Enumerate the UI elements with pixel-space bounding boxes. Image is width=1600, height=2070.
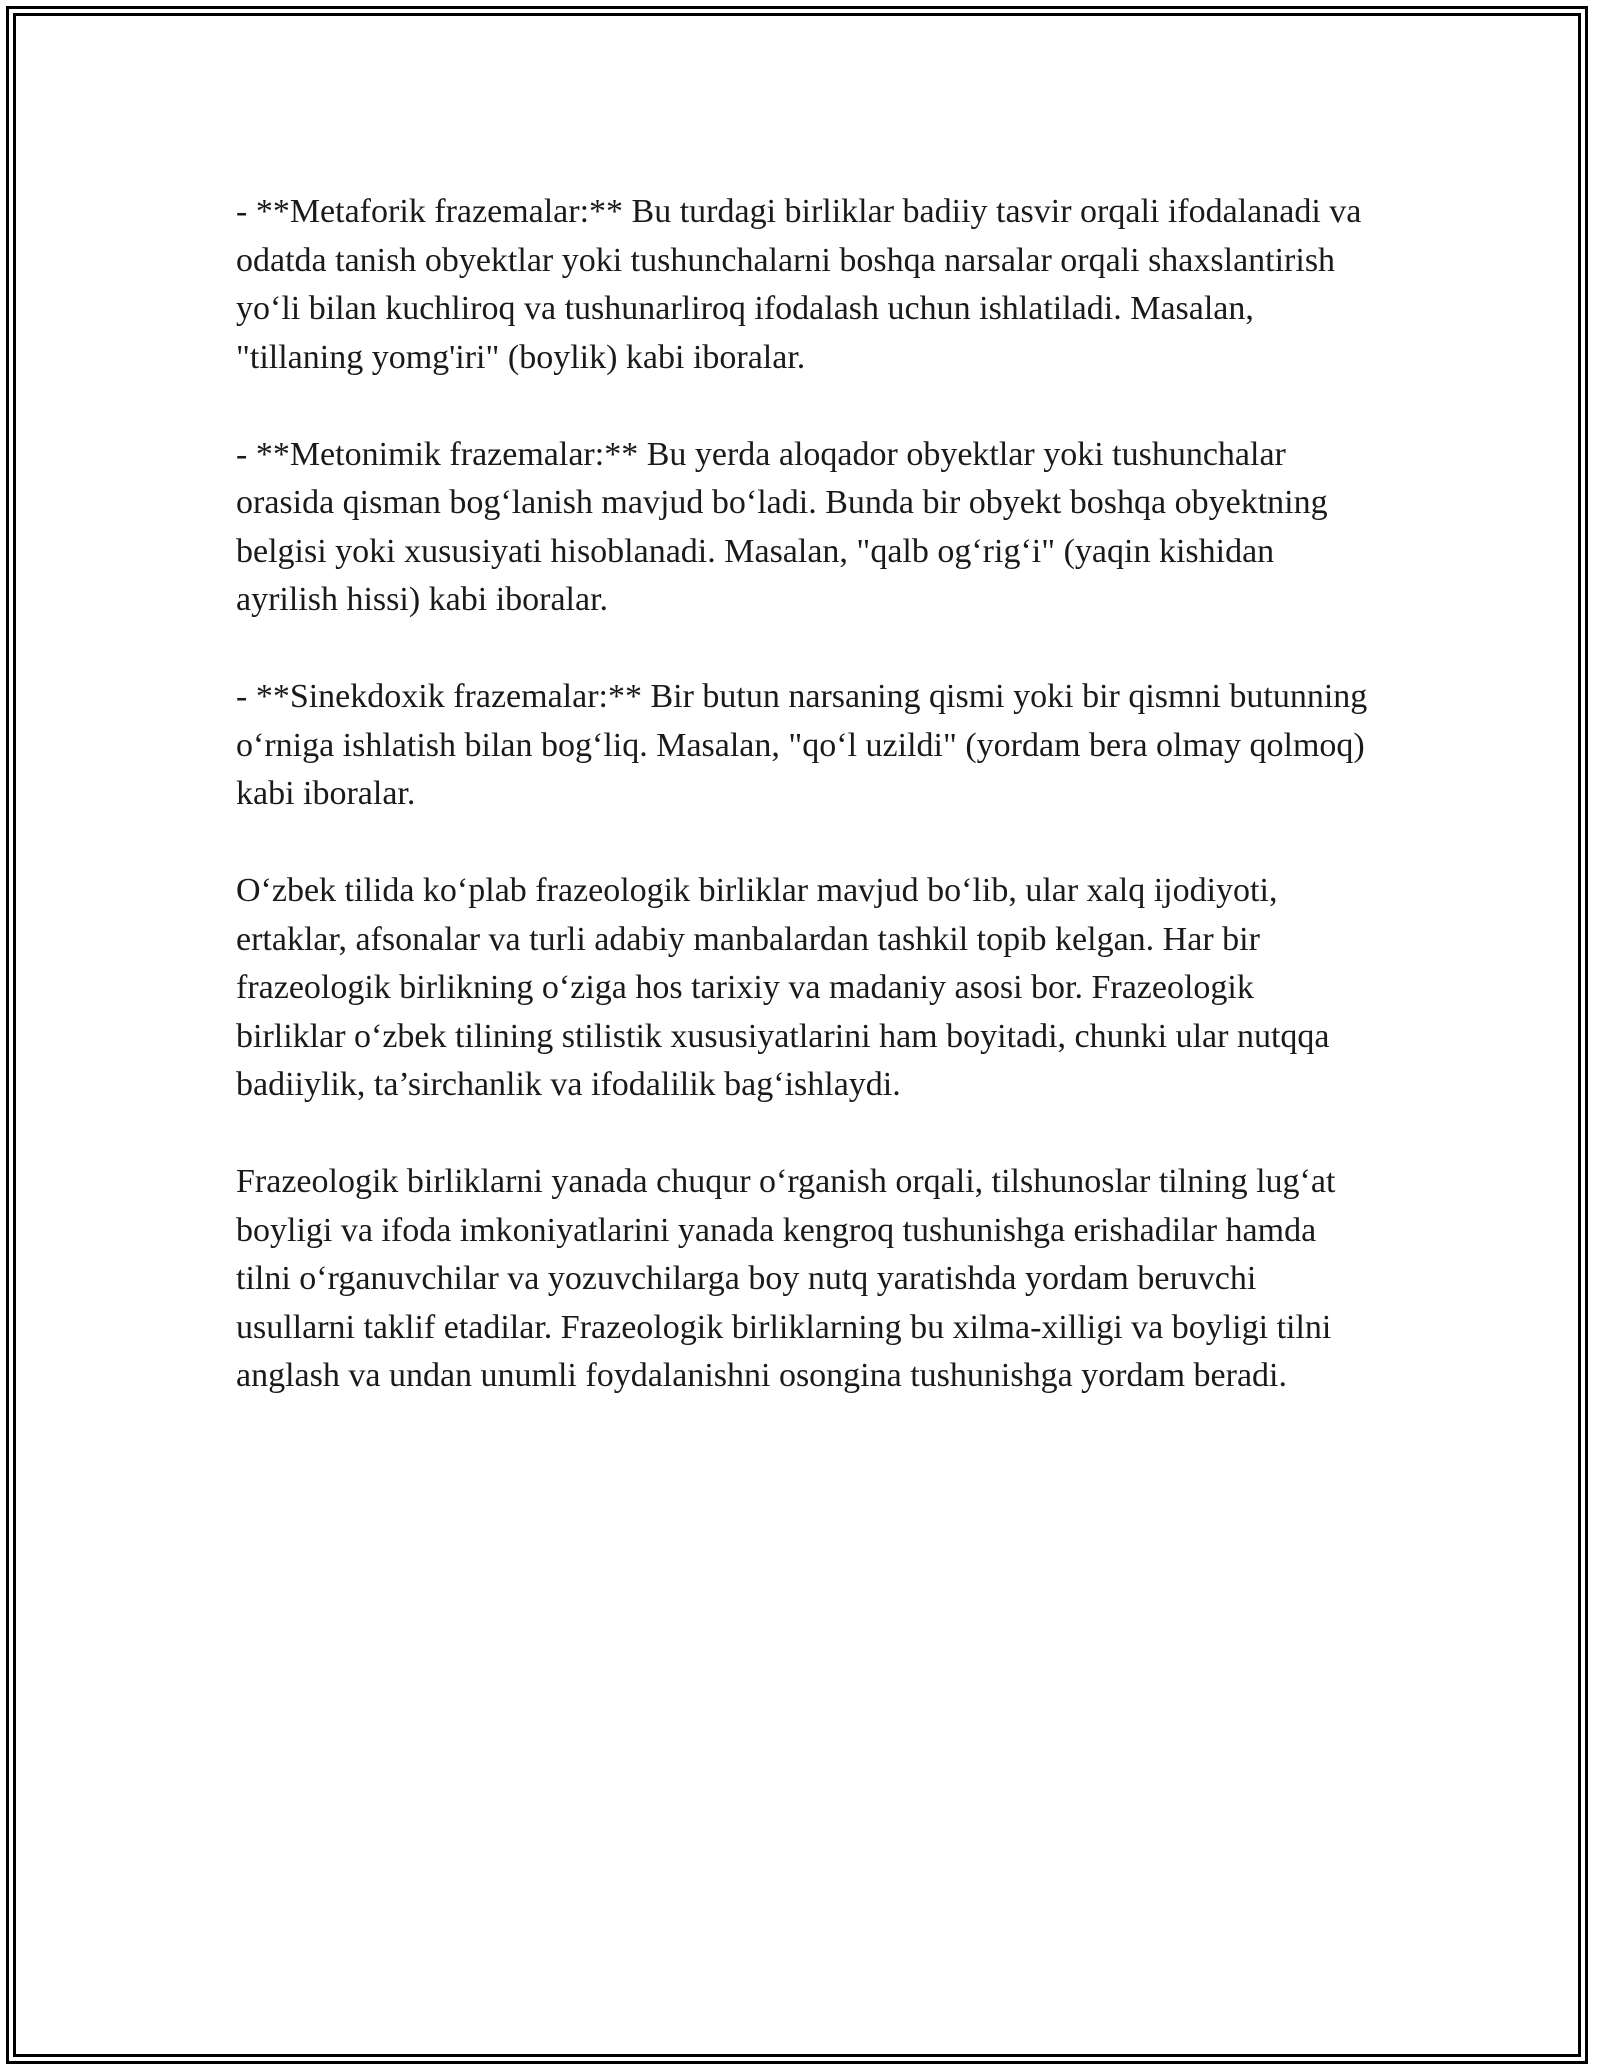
document-body — [236, 188, 1371, 1449]
paragraph-metaforik: - **Metaforik frazemalar:** Bu turdagi birliklar badiiy tasvir orqali ifodalanadi va odatda tanish obyektlar yoki tushunchalarni boshqa narsalar orqali shaxslantirish yo‘li bilan kuchliroq va tushunarliroq ifodalash uchun ishlatiladi. Masalan, "tillaning yomg'iri" (boylik) kabi iboralar. — [236, 193, 1362, 376]
paragraph-sinekdoxik: - **Sinekdoxik frazemalar:** Bir butun narsaning qismi yoki bir qismni butunning o‘rniga ishlatish bilan bog‘liq. Masalan, "qo‘l uzildi" (yordam bera olmay qolmoq) kabi iboralar. — [236, 678, 1368, 812]
paragraph-uzbek-phraseology: O‘zbek tilida ko‘plab frazeologik birliklar mavjud bo‘lib, ular xalq ijodiyoti, ertaklar, afsonalar va turli adabiy manbalardan tashkil topib kelgan. Har bir frazeologik birlikning o‘ziga hos tarixiy va madaniy asosi bor. Frazeologik birliklar o‘zbek tilining stilistik xususiyatlarini ham boyitadi, chunki ular nutqqa badiiylik, ta’sirchanlik va ifodalilik bag‘ishlaydi. — [236, 872, 1330, 1103]
paragraph-conclusion: Frazeologik birliklarni yanada chuqur o‘rganish orqali, tilshunoslar tilning lug‘at boyligi va ifoda imkoniyatlarini yanada kengroq tushunishga erishadilar hamda tilni o‘rganuvchilar va yozuvchilarga boy nutq yaratishda yordam beruvchi usullarni taklif etadilar. Frazeologik birliklarning bu xilma-xilligi va boyligi tilni anglash va undan unumli foydalanishni osongina tushunishga yordam beradi. — [236, 1163, 1336, 1394]
paragraph-metonimik: - **Metonimik frazemalar:** Bu yerda aloqador obyektlar yoki tushunchalar orasida qisman bog‘lanish mavjud bo‘ladi. Bunda bir obyekt boshqa obyektning belgisi yoki xususiyati hisoblanadi. Masalan, "qalb og‘rig‘i" (yaqin kishidan ayrilish hissi) kabi iboralar. — [236, 435, 1328, 618]
